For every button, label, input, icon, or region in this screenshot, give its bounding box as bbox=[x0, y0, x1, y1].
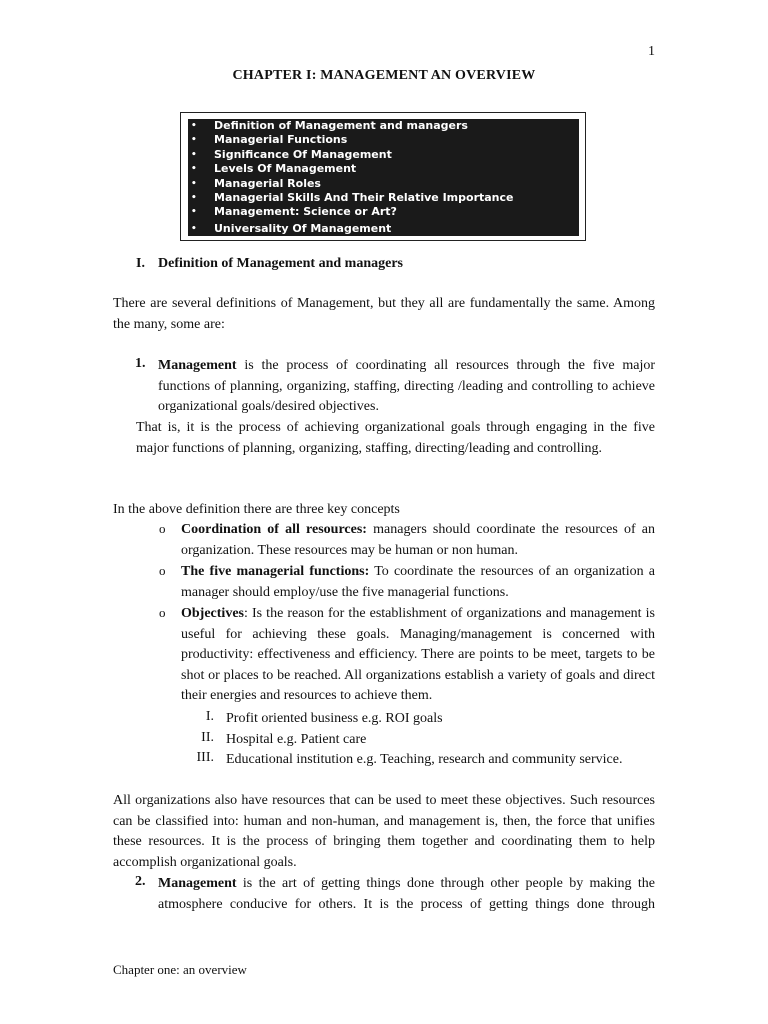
bullet-icon: • bbox=[191, 207, 197, 218]
section-title: Definition of Management and managers bbox=[158, 256, 403, 271]
toc-item bbox=[188, 205, 579, 219]
key-concepts-intro: In the above definition there are three key concepts bbox=[113, 502, 400, 517]
toc-item bbox=[188, 191, 579, 205]
circle-bullet-icon: o bbox=[159, 605, 166, 620]
definition-text: is the art of getting things done through other people by making the atmosphere conducive for others. It is the process of getting things done through bbox=[158, 876, 655, 912]
concept-text: managers should coordinate the resources of an organization. These resources may be human or non human. bbox=[181, 522, 655, 558]
chapter-contents-list bbox=[188, 119, 579, 236]
concept-text: : Is the reason for the establishment of organizations and management is useful for achieving these goals. Managing/management is concerned with productivity: effectiveness and efficiency. There are points to be meet, targets to be shot or places to be reached. All organizations establish a variety of goals and direct their energies and resources to achieve them. bbox=[181, 606, 655, 704]
page-number: 1 bbox=[648, 44, 655, 59]
example-item: Profit oriented business e.g. ROI goals bbox=[226, 711, 443, 726]
concept-text: To coordinate the resources of an organization a manager should employ/use the five managerial functions. bbox=[181, 564, 655, 600]
section-number: I. bbox=[136, 256, 145, 271]
chapter-title: CHAPTER I: MANAGEMENT AN OVERVIEW bbox=[232, 68, 536, 83]
bullet-icon: • bbox=[191, 135, 197, 146]
toc-item bbox=[188, 119, 579, 133]
toc-item-label: Definition of Management and managers bbox=[214, 119, 468, 132]
toc-item-label: Managerial Roles bbox=[214, 176, 321, 190]
circle-bullet-icon: o bbox=[159, 521, 166, 536]
toc-item-label: Managerial Functions bbox=[214, 133, 348, 147]
concept-term: The five managerial functions: bbox=[181, 564, 370, 579]
bullet-icon: • bbox=[191, 121, 197, 131]
toc-item-label: Management: Science or Art? bbox=[214, 205, 397, 219]
toc-item-label: Significance Of Management bbox=[214, 147, 392, 161]
definition-term: Management bbox=[158, 876, 237, 891]
toc-item bbox=[188, 133, 579, 147]
concept-item bbox=[181, 604, 655, 707]
intro-paragraph: There are several definitions of Management, but they all are fundamentally the same. Among the many, some are: bbox=[113, 296, 655, 332]
example-item: Hospital e.g. Patient care bbox=[226, 732, 367, 747]
example-item: Educational institution e.g. Teaching, research and community service. bbox=[226, 752, 623, 767]
toc-item bbox=[188, 162, 579, 176]
toc-item bbox=[188, 222, 579, 236]
toc-item-label: Universality Of Management bbox=[214, 221, 392, 235]
concept-item bbox=[181, 520, 655, 561]
bullet-icon: • bbox=[191, 192, 197, 203]
page-footer: Chapter one: an overview bbox=[113, 962, 247, 977]
toc-item bbox=[188, 177, 579, 191]
concept-term: Objectives bbox=[181, 606, 244, 621]
example-number: III. bbox=[196, 750, 214, 765]
circle-bullet-icon: o bbox=[159, 563, 166, 578]
definition-number: 2. bbox=[135, 874, 146, 889]
definition-2 bbox=[158, 874, 655, 915]
resources-paragraph: All organizations also have resources that can be used to meet these objectives. Such resources can be classified into: human and non-human, and management is, then, the force that unifies these resources. It is the process of bringing them together and coordinating them to help accomplish organizational goals. bbox=[113, 793, 655, 870]
definition-1 bbox=[158, 356, 655, 418]
bullet-icon: • bbox=[191, 178, 197, 189]
bullet-icon: • bbox=[191, 164, 197, 175]
definition-explanation: That is, it is the process of achieving organizational goals through engaging in the five major functions of planning, organizing, staffing, directing/leading and controlling. bbox=[136, 420, 655, 456]
bullet-icon: • bbox=[191, 223, 197, 234]
bullet-icon: • bbox=[191, 149, 197, 160]
toc-item bbox=[188, 148, 579, 162]
chapter-contents-box bbox=[180, 112, 586, 241]
concept-item bbox=[181, 562, 655, 603]
definition-text: is the process of coordinating all resources through the five major functions of planning, organizing, staffing, directing /leading and controlling to achieve organizational goals/desired objectives. bbox=[158, 358, 655, 415]
concept-term: Coordination of all resources: bbox=[181, 522, 367, 537]
toc-item-label: Managerial Skills And Their Relative Importance bbox=[214, 190, 514, 204]
definition-term: Management bbox=[158, 358, 237, 373]
chapter-contents-panel bbox=[188, 119, 579, 236]
definition-number: 1. bbox=[135, 356, 146, 371]
example-number: I. bbox=[205, 709, 214, 724]
section-heading bbox=[136, 256, 403, 272]
example-number: II. bbox=[201, 730, 214, 745]
toc-item-label: Levels Of Management bbox=[214, 162, 357, 176]
